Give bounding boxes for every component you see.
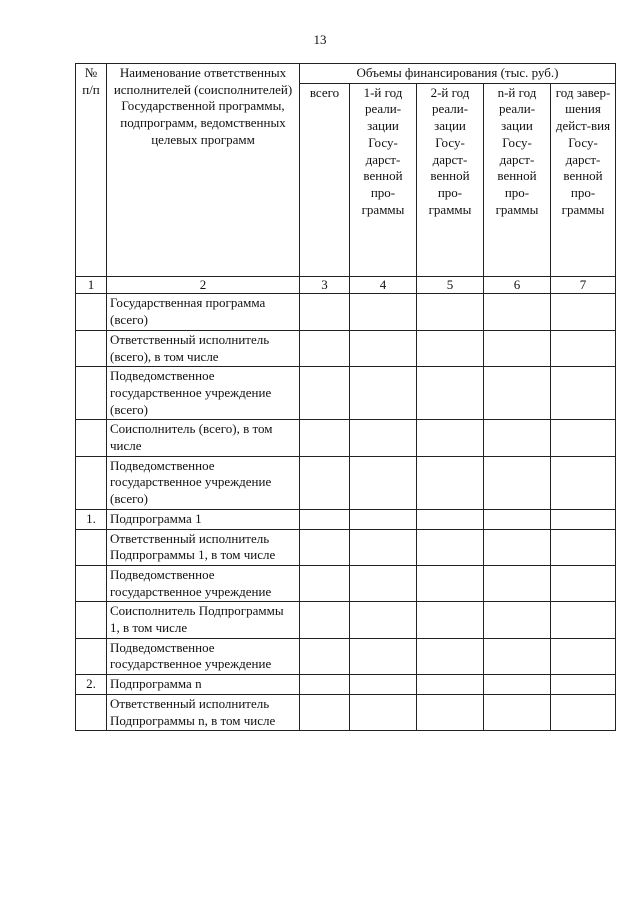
empty-cell — [417, 294, 484, 330]
empty-cell — [551, 602, 616, 638]
empty-cell — [484, 565, 551, 601]
column-number: 2 — [107, 276, 300, 294]
column-number: 6 — [484, 276, 551, 294]
table-row — [76, 638, 616, 674]
empty-cell — [551, 456, 616, 509]
row-number — [76, 456, 107, 509]
row-number — [76, 602, 107, 638]
row-name: Соисполнитель Подпрограммы 1, в том числе — [107, 602, 300, 638]
empty-cell — [484, 675, 551, 695]
empty-cell — [350, 694, 417, 730]
empty-cell — [300, 675, 350, 695]
table-row — [76, 294, 616, 330]
financing-table — [75, 63, 616, 731]
empty-cell — [417, 367, 484, 420]
empty-cell — [417, 565, 484, 601]
empty-cell — [417, 420, 484, 456]
table-row — [76, 367, 616, 420]
column-number: 5 — [417, 276, 484, 294]
row-name: Подпрограмма n — [107, 675, 300, 695]
header-col-yearn: n-й год реали-зации Госу-дарст-венной про-граммы — [484, 83, 551, 276]
empty-cell — [417, 602, 484, 638]
empty-cell — [551, 330, 616, 366]
empty-cell — [350, 330, 417, 366]
empty-cell — [350, 638, 417, 674]
empty-cell — [350, 294, 417, 330]
column-numbers-row — [76, 276, 616, 294]
empty-cell — [484, 330, 551, 366]
empty-cell — [551, 294, 616, 330]
column-number: 7 — [551, 276, 616, 294]
empty-cell — [551, 420, 616, 456]
row-name: Подведомственное государственное учреждение (всего) — [107, 367, 300, 420]
row-number — [76, 294, 107, 330]
row-name: Ответственный исполнитель Подпрограммы 1, в том числе — [107, 529, 300, 565]
header-col-yearend: год завер-шения дейст-вия Госу-дарст-венной про-граммы — [551, 83, 616, 276]
empty-cell — [350, 602, 417, 638]
empty-cell — [484, 694, 551, 730]
empty-cell — [300, 638, 350, 674]
empty-cell — [417, 694, 484, 730]
column-number: 4 — [350, 276, 417, 294]
empty-cell — [417, 675, 484, 695]
empty-cell — [350, 420, 417, 456]
row-name: Ответственный исполнитель Подпрограммы n, в том числе — [107, 694, 300, 730]
header-col-year1: 1-й год реали-зации Госу-дарст-венной про-граммы — [350, 83, 417, 276]
empty-cell — [300, 420, 350, 456]
row-name: Ответственный исполнитель (всего), в том числе — [107, 330, 300, 366]
table-row — [76, 330, 616, 366]
header-funding: Объемы финансирования (тыс. руб.) — [300, 64, 616, 84]
empty-cell — [551, 367, 616, 420]
table-row — [76, 420, 616, 456]
empty-cell — [551, 509, 616, 529]
table-row — [76, 509, 616, 529]
empty-cell — [300, 294, 350, 330]
page-number: 13 — [313, 32, 327, 47]
empty-cell — [300, 602, 350, 638]
table-row — [76, 602, 616, 638]
row-name: Подведомственное государственное учреждение — [107, 565, 300, 601]
empty-cell — [484, 529, 551, 565]
row-name: Подведомственное государственное учреждение — [107, 638, 300, 674]
header-row-1 — [76, 64, 616, 84]
row-name: Подведомственное государственное учреждение (всего) — [107, 456, 300, 509]
row-number: 2. — [76, 675, 107, 695]
empty-cell — [300, 330, 350, 366]
header-col-total: всего — [300, 83, 350, 276]
empty-cell — [300, 565, 350, 601]
row-number — [76, 420, 107, 456]
empty-cell — [350, 367, 417, 420]
empty-cell — [484, 456, 551, 509]
column-number: 1 — [76, 276, 107, 294]
table-row — [76, 694, 616, 730]
empty-cell — [350, 456, 417, 509]
empty-cell — [300, 529, 350, 565]
empty-cell — [417, 456, 484, 509]
empty-cell — [551, 694, 616, 730]
table-row — [76, 456, 616, 509]
empty-cell — [350, 529, 417, 565]
empty-cell — [551, 529, 616, 565]
empty-cell — [551, 565, 616, 601]
empty-cell — [300, 456, 350, 509]
empty-cell — [350, 565, 417, 601]
empty-cell — [417, 509, 484, 529]
table-row — [76, 565, 616, 601]
column-number: 3 — [300, 276, 350, 294]
empty-cell — [417, 529, 484, 565]
row-name: Соисполнитель (всего), в том числе — [107, 420, 300, 456]
row-number — [76, 565, 107, 601]
empty-cell — [551, 638, 616, 674]
table-row — [76, 529, 616, 565]
row-number — [76, 638, 107, 674]
empty-cell — [300, 694, 350, 730]
empty-cell — [484, 367, 551, 420]
row-name: Государственная программа (всего) — [107, 294, 300, 330]
header-col-year2: 2-й год реали-зации Госу-дарст-венной про-граммы — [417, 83, 484, 276]
row-number — [76, 694, 107, 730]
empty-cell — [484, 602, 551, 638]
header-col-name: Наименование ответственных исполнителей (соисполнителей) Государственной программы, подпрограмм, ведомственных целевых программ — [107, 64, 300, 277]
header-col-num: № п/п — [76, 64, 107, 277]
empty-cell — [484, 420, 551, 456]
empty-cell — [417, 330, 484, 366]
empty-cell — [484, 509, 551, 529]
row-number: 1. — [76, 509, 107, 529]
row-number — [76, 529, 107, 565]
empty-cell — [484, 638, 551, 674]
empty-cell — [300, 367, 350, 420]
row-number — [76, 330, 107, 366]
empty-cell — [417, 638, 484, 674]
empty-cell — [350, 675, 417, 695]
row-number — [76, 367, 107, 420]
empty-cell — [300, 509, 350, 529]
empty-cell — [551, 675, 616, 695]
empty-cell — [350, 509, 417, 529]
empty-cell — [484, 294, 551, 330]
row-name: Подпрограмма 1 — [107, 509, 300, 529]
table-row — [76, 675, 616, 695]
